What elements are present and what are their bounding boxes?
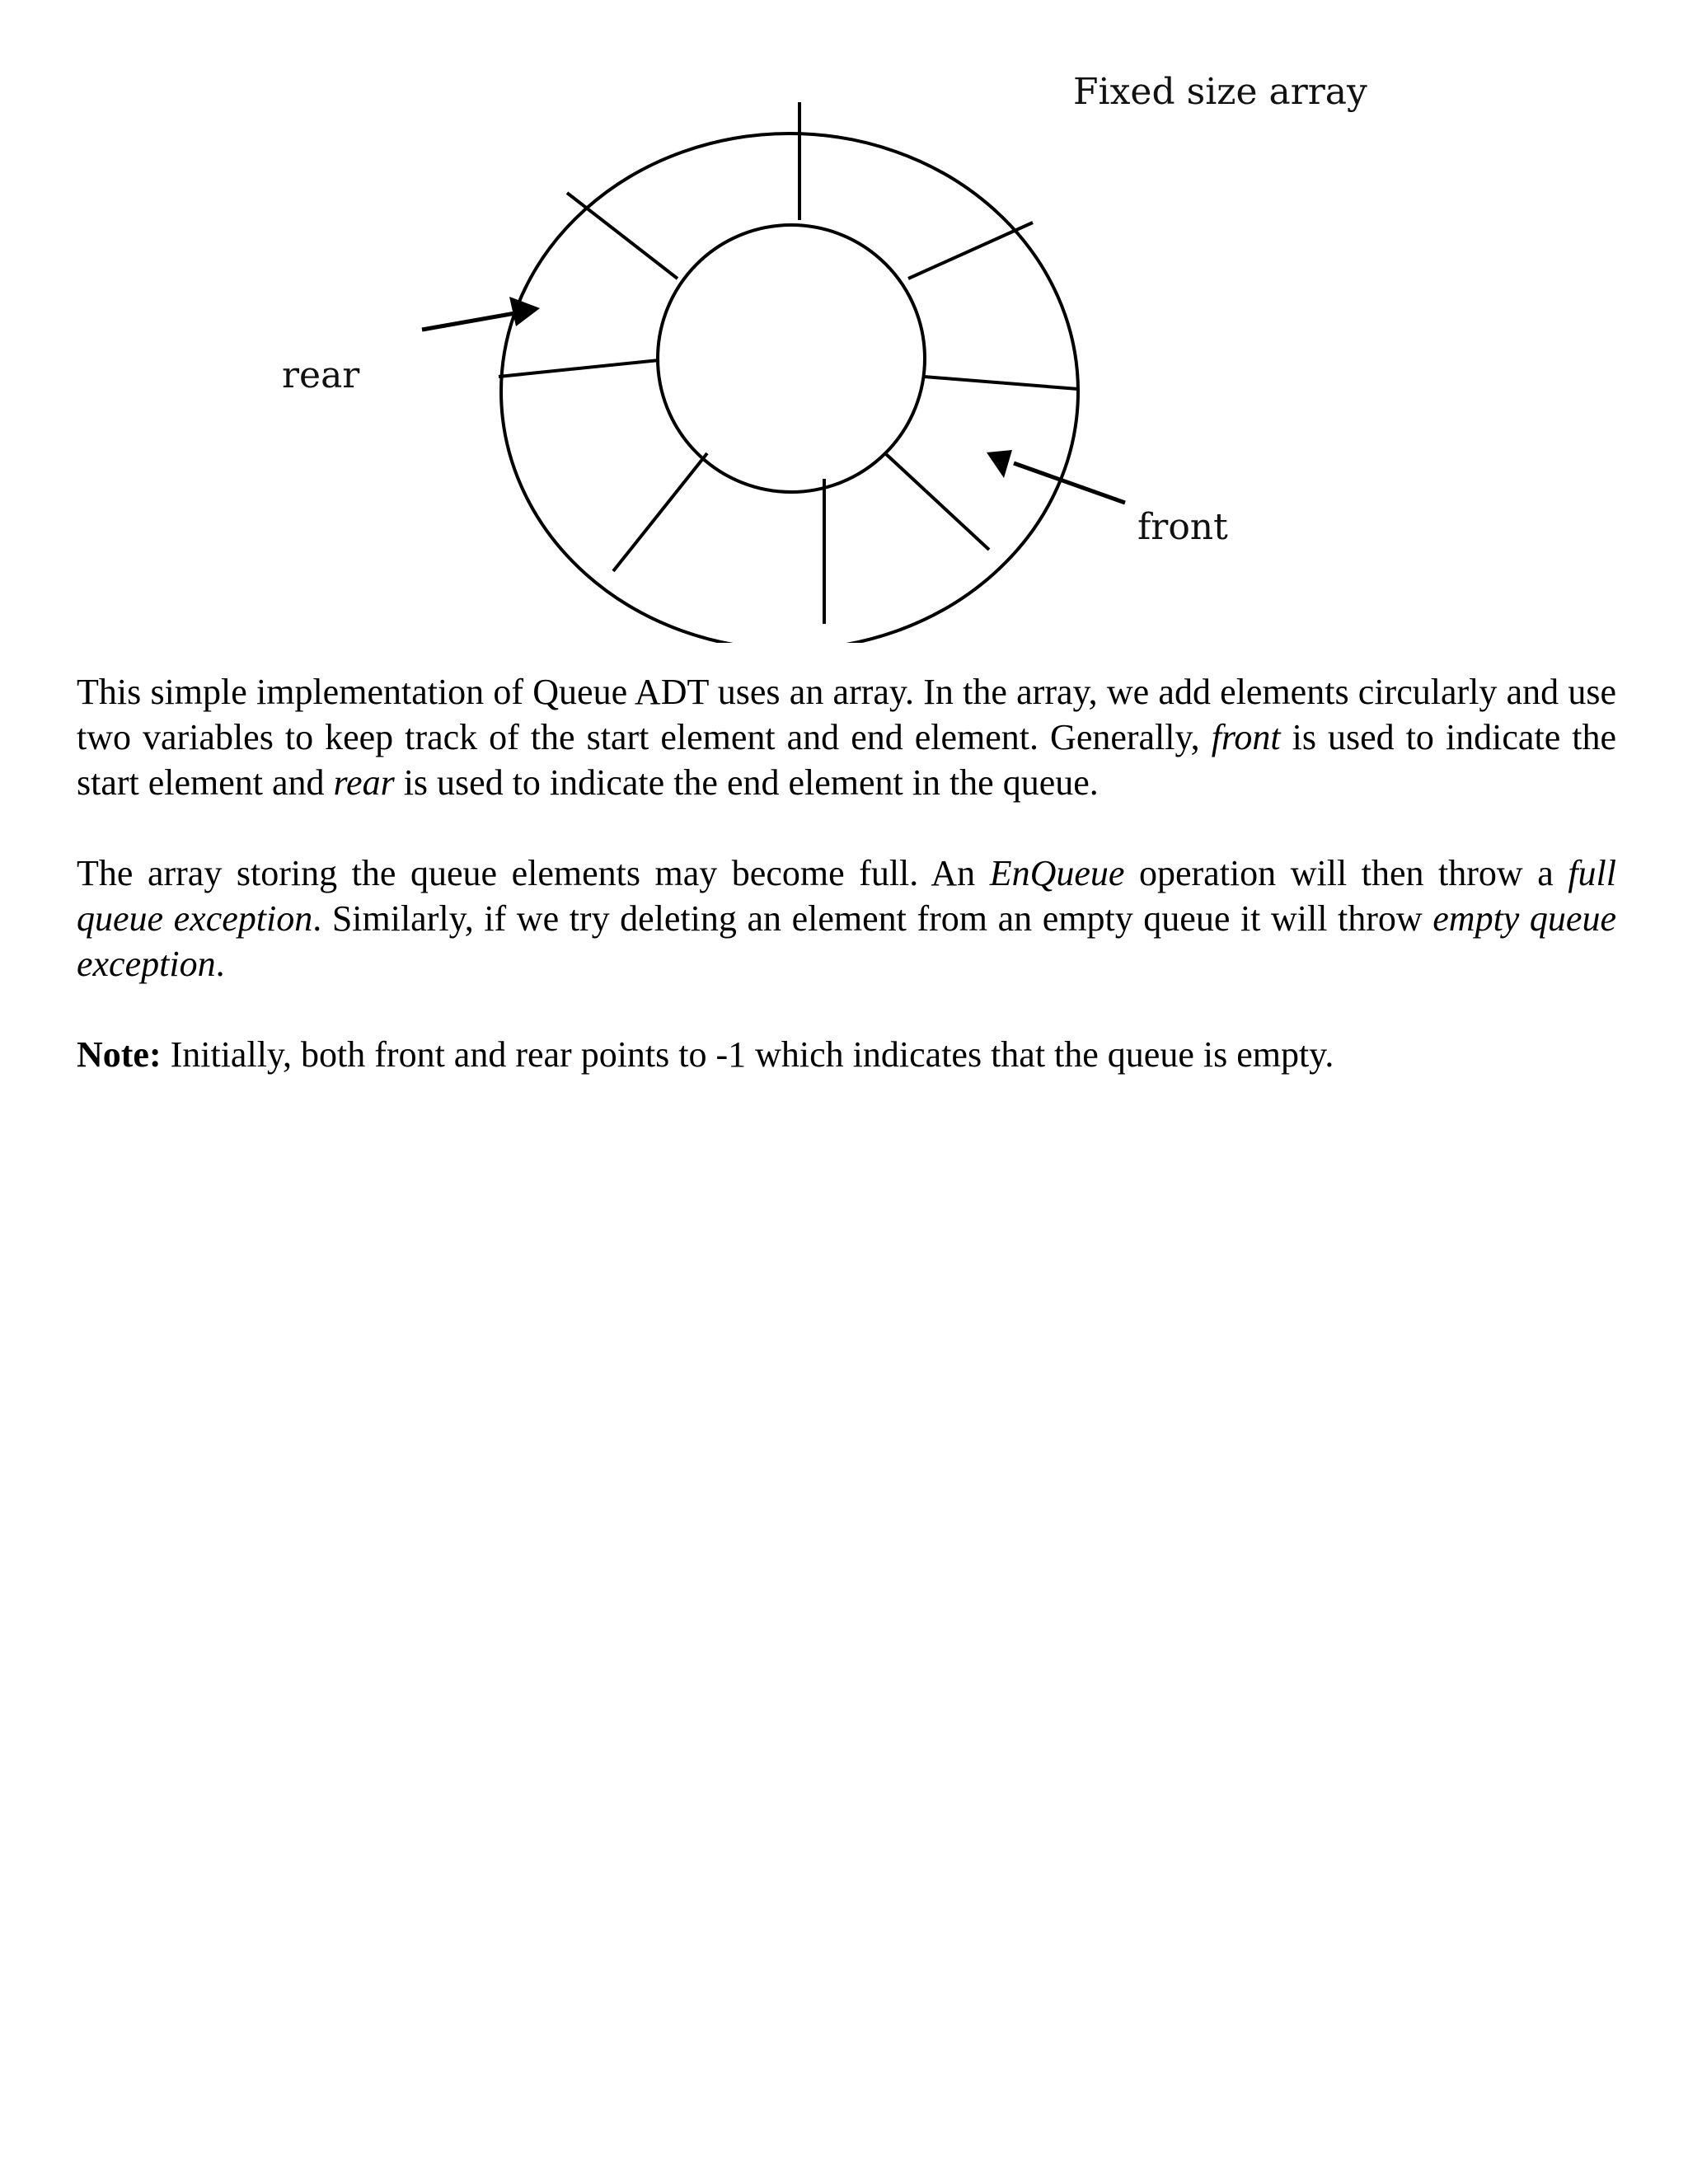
note-text: Initially, both front and rear points to -1 which indicates that the queue is empty. xyxy=(161,1034,1334,1075)
note-label: Note: xyxy=(77,1034,162,1075)
slot-divider xyxy=(613,453,707,571)
rear-label: rear xyxy=(282,354,360,396)
front-label: front xyxy=(1137,506,1228,548)
rear-arrow xyxy=(422,313,515,330)
slot-divider xyxy=(908,223,1033,279)
paragraph-note xyxy=(77,1032,1616,1077)
paragraph-queue-implementation: This simple implementation of Queue ADT uses an array. In the array, we add elements circularly and use two variables to keep track of the start element and end element. Generally, front is used to indicate the start element and rear is used to indicate the end element in the queue. xyxy=(77,672,1616,803)
rear-arrowhead xyxy=(509,297,540,326)
paragraph-full-queue: The array storing the queue elements may become full. An EnQueue operation will then throw a full queue exception. Similarly, if we try deleting an element from an empty queue it will throw empty queue exception. xyxy=(77,853,1616,984)
inner-ring xyxy=(658,225,925,492)
fixed-size-array-label: Fixed size array xyxy=(1073,71,1367,113)
slot-divider xyxy=(886,454,989,550)
body-text xyxy=(77,669,1616,1077)
slot-divider xyxy=(567,193,678,279)
slot-divider xyxy=(924,377,1078,389)
slot-divider xyxy=(499,360,659,377)
front-arrowhead xyxy=(987,450,1012,478)
front-arrow xyxy=(1014,463,1125,503)
circular-array-diagram xyxy=(0,0,1688,643)
